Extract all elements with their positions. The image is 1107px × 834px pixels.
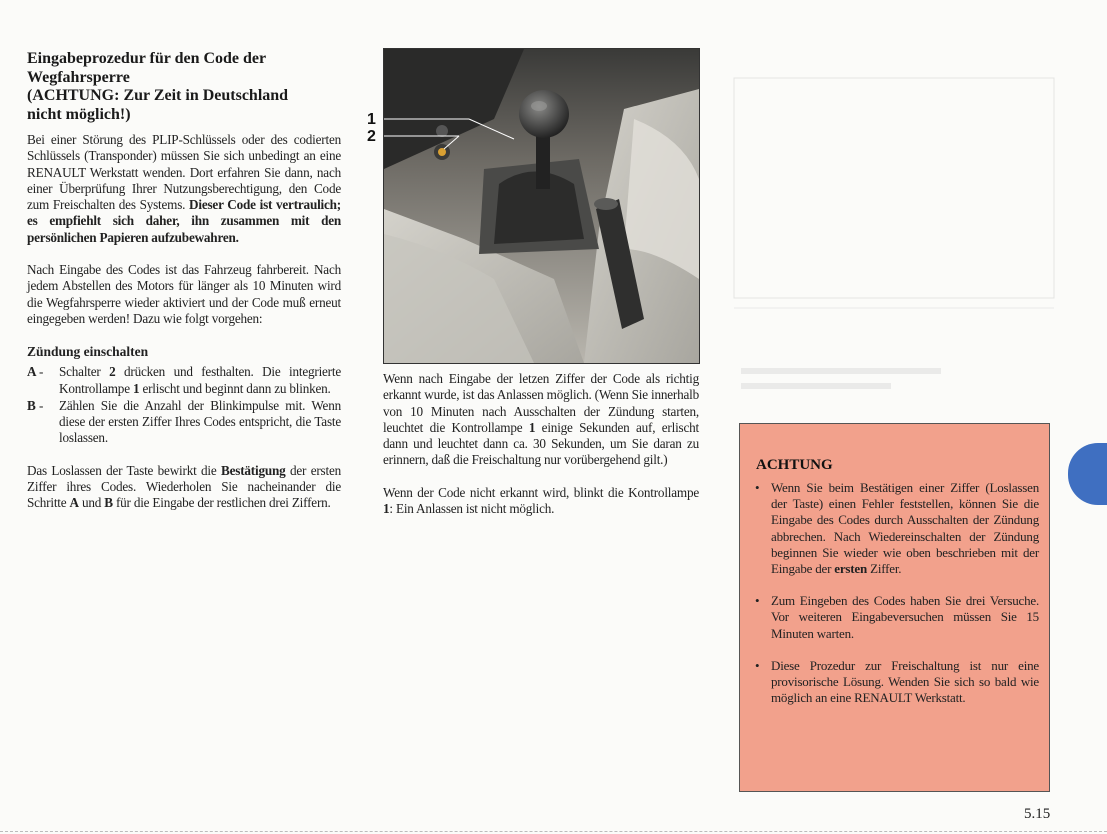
step-b (27, 398, 341, 447)
section-title (27, 50, 341, 124)
middle-column (383, 371, 699, 517)
gearshift-illustration (384, 49, 699, 363)
step-dash: - (39, 364, 44, 380)
title-line: (ACHTUNG: Zur Zeit in Deutschland (27, 87, 289, 104)
title-line: Eingabeprozedur für den Code der (27, 50, 267, 67)
title-line: nicht möglich!) (27, 105, 131, 123)
intro-text: Bei einer Störung des PLIP-Schlüssels oder des codierten Schlüssels (Transponder) müssen Sie sich unbedingt an eine RENAULT Werkstatt wenden. Dort erfahren Sie dann, nach einer Überprüfung Ihrer Nutzungsberechtigung, den Code zum Freischalten des Systems. (27, 132, 341, 213)
warning-list (753, 480, 1039, 722)
footer-divider (0, 831, 1107, 832)
title-line: Wegfahrsperre (27, 68, 130, 86)
callout-1: 1 (367, 111, 376, 128)
page-number: 5.15 (1024, 806, 1051, 822)
warning-item: • Zum Eingeben des Codes haben Sie drei Versuche. Vor weiteren Eingabeversuchen müssen Sie 15 Minuten warten. (753, 593, 1039, 642)
warning-box (739, 423, 1050, 792)
gearshift-photo (383, 48, 700, 364)
warning-item: • Diese Prozedur zur Freischaltung ist nur eine provisorische Lösung. Wenden Sie sich so bald wie möglich an eine RENAULT Werkstatt. (753, 658, 1039, 707)
step-a (27, 364, 341, 397)
code-not-recognized-paragraph: Wenn der Code nicht erkannt wird, blinkt die Kontrollampe 1: Ein Anlassen ist nicht möglich. (383, 484, 699, 517)
step-dash: - (39, 397, 44, 413)
ignition-subheading: Zündung einschalten (27, 344, 149, 360)
section-tab (1068, 443, 1107, 505)
callout-2: 2 (367, 128, 376, 145)
left-column (27, 50, 341, 512)
step-a-text: Schalter 2 drücken und festhalten. Die integrierte Kontrollampe 1 erlischt und beginnt dann zu blinken. (59, 364, 341, 396)
bleed-through-ghost (726, 48, 1076, 418)
step-b-label: B (27, 397, 36, 413)
warning-heading: ACHTUNG (756, 457, 833, 473)
procedure-paragraph: Nach Eingabe des Codes ist das Fahrzeug fahrbereit. Nach jedem Abstellen des Motors für länger als 10 Minuten wird die Wegfahrsperre wieder aktiviert und der Code muß erneut eingegeben werden! Dazu wie folgt vorgehen: (27, 262, 341, 326)
warning-item: • Wenn Sie beim Bestätigen einer Ziffer (Loslassen der Taste) einen Fehler feststellen, können Sie die Eingabe des Codes durch Ausschalten der Zündung abbrechen. Nach Wiedereinschalten der Zündung beginnen Sie wieder wie oben beschrieben mit der Eingabe der ersten Ziffer. (753, 480, 1039, 577)
confirmation-paragraph: Das Loslassen der Taste bewirkt die Bestätigung der ersten Ziffer ihres Codes. Wiederholen Sie nacheinander die Schritte A und B für die Eingabe der restlichen drei Ziffern. (27, 462, 341, 511)
intro-bold-text: Dieser Code ist vertraulich; es empfiehlt sich daher, ihn zusammen mit den persönlichen Papieren aufzubewahren. (27, 197, 341, 245)
step-a-label: A (27, 364, 37, 380)
start-caption: Wenn nach Eingabe der letzen Ziffer der Code als richtig erkannt wurde, ist das Anlassen möglich. (Wenn Sie innerhalb von 10 Minuten nach Ausschalten der Zündung starten, leuchtet die Kontrollampe 1 einige Sekunden auf, erlischt dann und leuchtet dann ca. 30 Sekunden, um Sie daran zu erinnern, daß die Freischaltung nur vorübergehend gilt.) (383, 371, 699, 468)
step-b-text: Zählen Sie die Anzahl der Blinkimpulse mit. Wenn diese der ersten Ziffer Ihres Codes entspricht, die Taste loslassen. (59, 397, 341, 446)
intro-paragraph (27, 132, 341, 246)
